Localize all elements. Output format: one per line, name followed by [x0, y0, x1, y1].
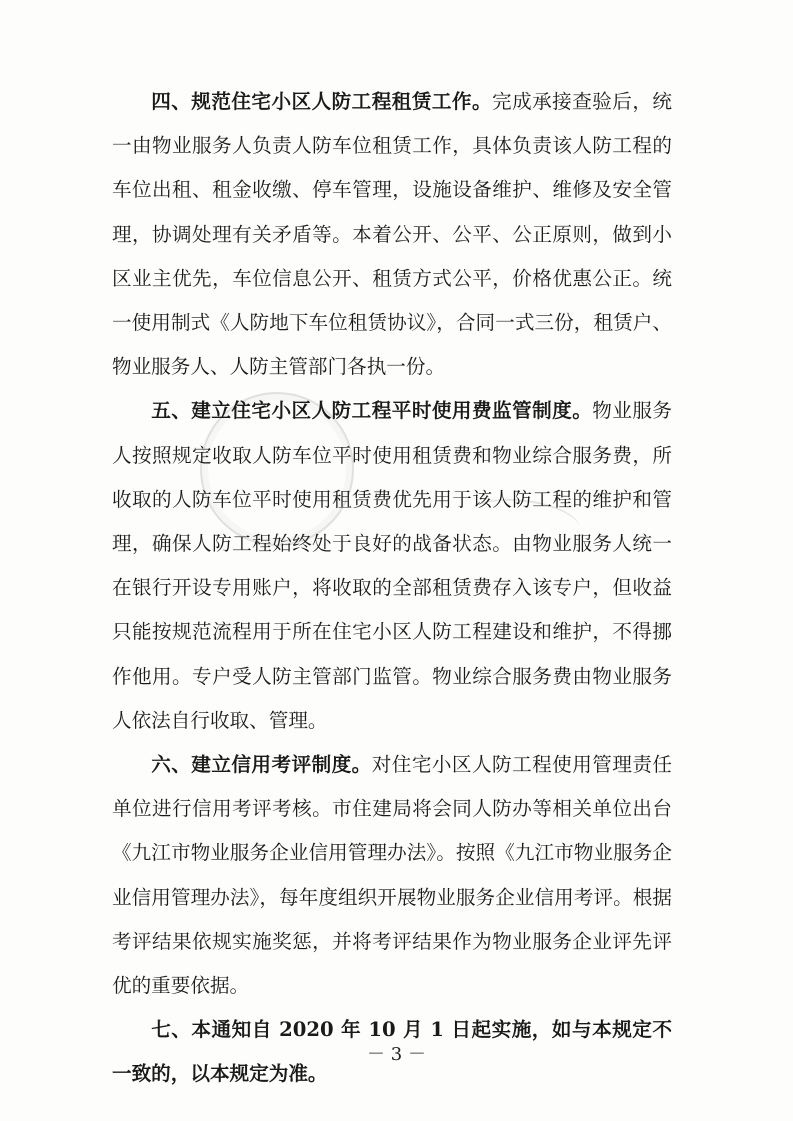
section-7-paragraph: 七、本通知自 2020 年 10 月 1 日起实施，如与本规定不一致的，以本规定为准。 [112, 1018, 672, 1086]
section-5-body: 物业服务人按照规定收取人防车位平时使用租赁费和物业综合服务费，所收取的人防车位平时使用租赁费优先用于该人防工程的维护和管理，确保人防工程始终处于良好的战备状态。由物业服务人统一在银行开设专用账户，将收取的全部租赁费存入该专户，但收益只能按规范流程用于所在住宅小区人防工程建设和维护，不得挪作他用。专户受人防主管部门监管。物业综合服务费由物业服务人依法自行收取、管理。 [112, 399, 673, 732]
section-6-paragraph [112, 743, 672, 1008]
section-6-body: 对住宅小区人防工程使用管理责任单位进行信用考评考核。市住建局将会同人防办等相关单位出台《九江市物业服务企业信用管理办法》。按照《九江市物业服务企业信用管理办法》，每年度组织开展物业服务企业信用考评。根据考评结果依规实施奖惩，并将考评结果作为物业服务企业评先评优的重要依据。 [112, 753, 673, 998]
section-4-paragraph [112, 80, 672, 389]
section-5-paragraph [112, 389, 672, 743]
document-body [112, 80, 672, 1097]
section-4-heading: 四、规范住宅小区人防工程租赁工作。 [151, 90, 493, 113]
section-5-heading: 五、建立住宅小区人防工程平时使用费监管制度。 [151, 399, 593, 423]
section-4-body: 完成承接查验后，统一由物业服务人负责人防车位租赁工作，具体负责该人防工程的车位出租、租金收缴、停车管理，设施设备维护、维修及安全管理，协调处理有关矛盾等。本着公开、公平、公正原则，做到小区业主优先，车位信息公开、租赁方式公平，价格优惠公正。统一使用制式《人防地下车位租赁协议》，合同一式三份，租赁户、物业服务人、人防主管部门各执一份。 [112, 90, 672, 379]
section-6-heading: 六、建立信用考评制度。 [151, 753, 372, 777]
page-number: － 3 － [367, 1044, 426, 1065]
